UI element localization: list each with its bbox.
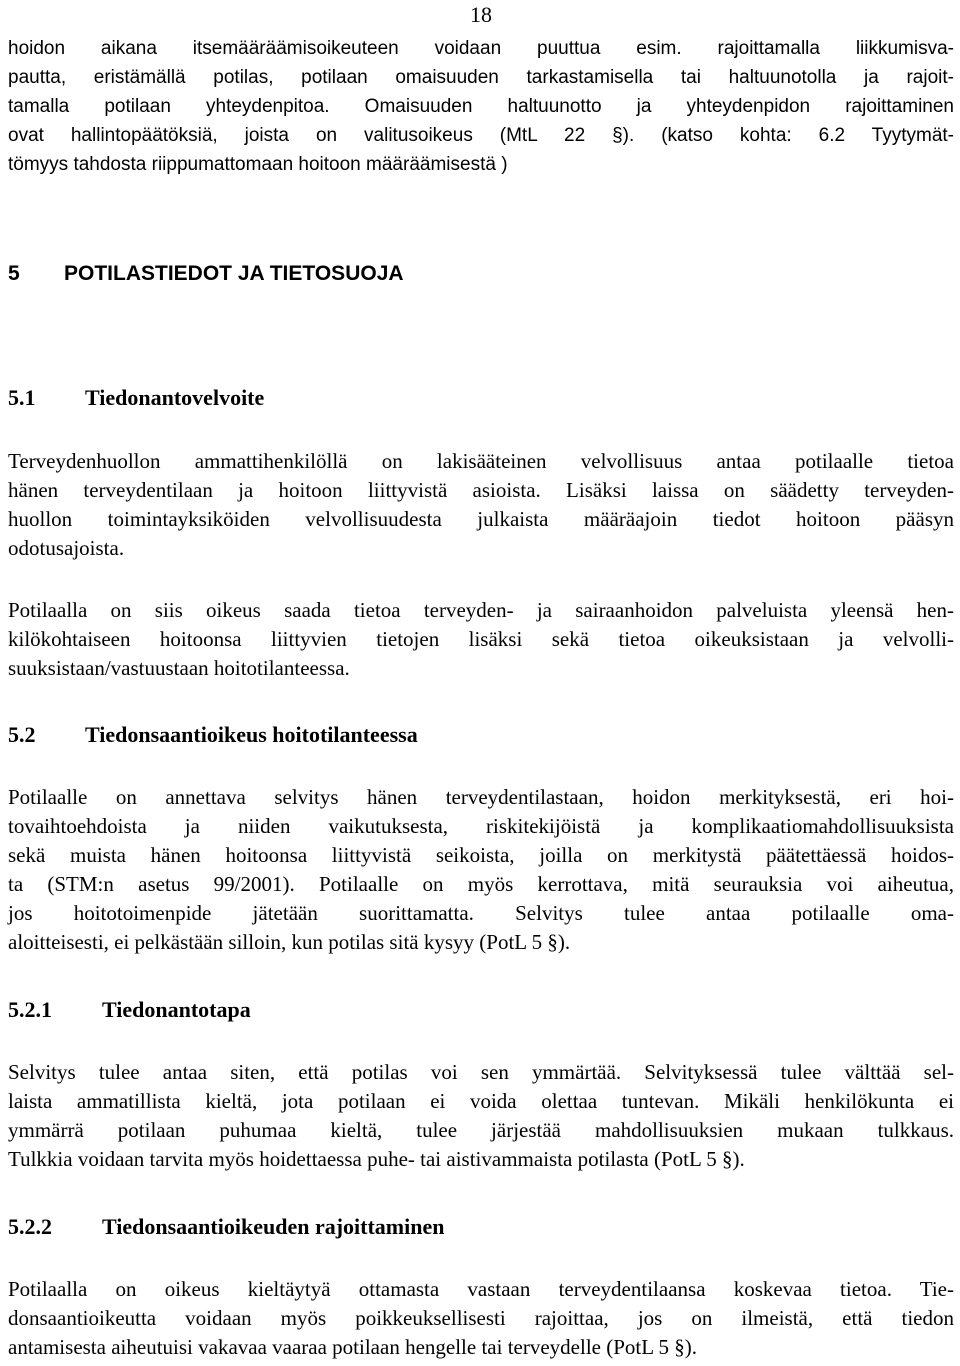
section-number: 5.2.1 bbox=[8, 997, 52, 1022]
section-title: Tiedonsaantioikeus hoitotilanteessa bbox=[85, 722, 418, 747]
intro-line: tömyys tahdosta riippumattomaan hoitoon määräämisestä ) bbox=[8, 154, 508, 175]
paragraph-line: antamisesta aiheutuisi vakavaa vaaraa potilaan hengelle tai terveydelle (PotL 5 §). bbox=[8, 1335, 698, 1359]
intro-line: hoidon aikana itsemääräämisoikeuteen voidaan puuttua esim. rajoittamalla liikkumisva- bbox=[8, 38, 954, 59]
paragraph-line: donsaantioikeutta voidaan myös poikkeuksellisesti rajoittaa, jos on ilmeistä, että tiedon bbox=[8, 1306, 954, 1330]
paragraph-line: Potilaalle on annettava selvitys hänen terveydentilastaan, hoidon merkityksestä, eri hoi- bbox=[8, 785, 954, 809]
paragraph-line: Terveydenhuollon ammattihenkilöllä on lakisääteinen velvollisuus antaa potilaalle tietoa bbox=[8, 449, 954, 473]
paragraph-line: tovaihtoehdoista ja niiden vaikutuksesta, riskitekijöistä ja komplikaatiomahdollisuuksista bbox=[8, 814, 954, 838]
section-heading-5-1 bbox=[8, 385, 264, 411]
paragraph-line: suuksistaan/vastuustaan hoitotilanteessa. bbox=[8, 656, 350, 680]
intro-line: pautta, eristämällä potilas, potilaan omaisuuden tarkastamisella tai haltuunotolla ja rajoit- bbox=[8, 67, 954, 88]
intro-line: ovat hallintopäätöksiä, joista on valitusoikeus (MtL 22 §). (katso kohta: 6.2 Tyytymät- bbox=[8, 125, 954, 146]
section-heading-5-2-1 bbox=[8, 997, 251, 1023]
intro-line: tamalla potilaan yhteydenpitoa. Omaisuuden haltuunotto ja yhteydenpidon rajoittaminen bbox=[8, 96, 954, 117]
paragraph-line: ta (STM:n asetus 99/2001). Potilaalle on myös kerrottava, mitä seurauksia voi aiheutua, bbox=[8, 872, 954, 896]
section-title: POTILASTIEDOT JA TIETOSUOJA bbox=[64, 262, 404, 285]
paragraph-line: Potilaalla on oikeus kieltäytyä ottamasta vastaan terveydentilaansa koskevaa tietoa. Tie- bbox=[8, 1277, 954, 1301]
paragraph-line: laista ammatillista kieltä, jota potilaan ei voida olettaa tuntevan. Mikäli henkilökunta ei bbox=[8, 1089, 954, 1113]
paragraph-line: odotusajoista. bbox=[8, 536, 125, 560]
paragraph-line: Selvitys tulee antaa siten, että potilas voi sen ymmärtää. Selvityksessä tulee välttää sel- bbox=[8, 1060, 954, 1084]
section-number: 5.2.2 bbox=[8, 1214, 52, 1239]
section-heading-5-2-2 bbox=[8, 1214, 444, 1240]
section-title: Tiedonantovelvoite bbox=[85, 385, 265, 410]
paragraph-line: hänen terveydentilaan ja hoitoon liittyvistä asioista. Lisäksi laissa on säädetty terveyden- bbox=[8, 478, 954, 502]
paragraph-line: aloitteisesti, ei pelkästään silloin, kun potilas sitä kysyy (PotL 5 §). bbox=[8, 930, 571, 954]
section-heading-5-2 bbox=[8, 722, 418, 748]
page-number: 18 bbox=[470, 2, 492, 27]
section-number: 5.1 bbox=[8, 385, 36, 410]
paragraph-line: Tulkkia voidaan tarvita myös hoidettaessa puhe- tai aistivammaista potilasta (PotL 5 §). bbox=[8, 1147, 745, 1171]
paragraph-line: Potilaalla on siis oikeus saada tietoa terveyden- ja sairaanhoidon palveluista yleensä hen- bbox=[8, 598, 954, 622]
paragraph-line: huollon toimintayksiköiden velvollisuudesta julkaista määräajoin tiedot hoitoon pääsyn bbox=[8, 507, 954, 531]
section-heading-5 bbox=[8, 262, 404, 286]
paragraph-line: jos hoitotoimenpide jätetään suorittamatta. Selvitys tulee antaa potilaalle oma- bbox=[8, 901, 954, 925]
paragraph-line: ymmärrä potilaan puhumaa kieltä, tulee järjestää mahdollisuuksien mukaan tulkkaus. bbox=[8, 1118, 954, 1142]
section-number: 5 bbox=[8, 262, 20, 285]
paragraph-line: sekä muista hänen hoitoonsa liittyvistä seikoista, joilla on merkitystä päätettäessä hoidos- bbox=[8, 843, 954, 867]
section-title: Tiedonsaantioikeuden rajoittaminen bbox=[102, 1214, 445, 1239]
section-title: Tiedonantotapa bbox=[102, 997, 251, 1022]
paragraph-line: kilökohtaiseen hoitoonsa liittyvien tietojen lisäksi sekä tietoa oikeuksistaan ja velvolli- bbox=[8, 627, 954, 651]
section-number: 5.2 bbox=[8, 722, 36, 747]
